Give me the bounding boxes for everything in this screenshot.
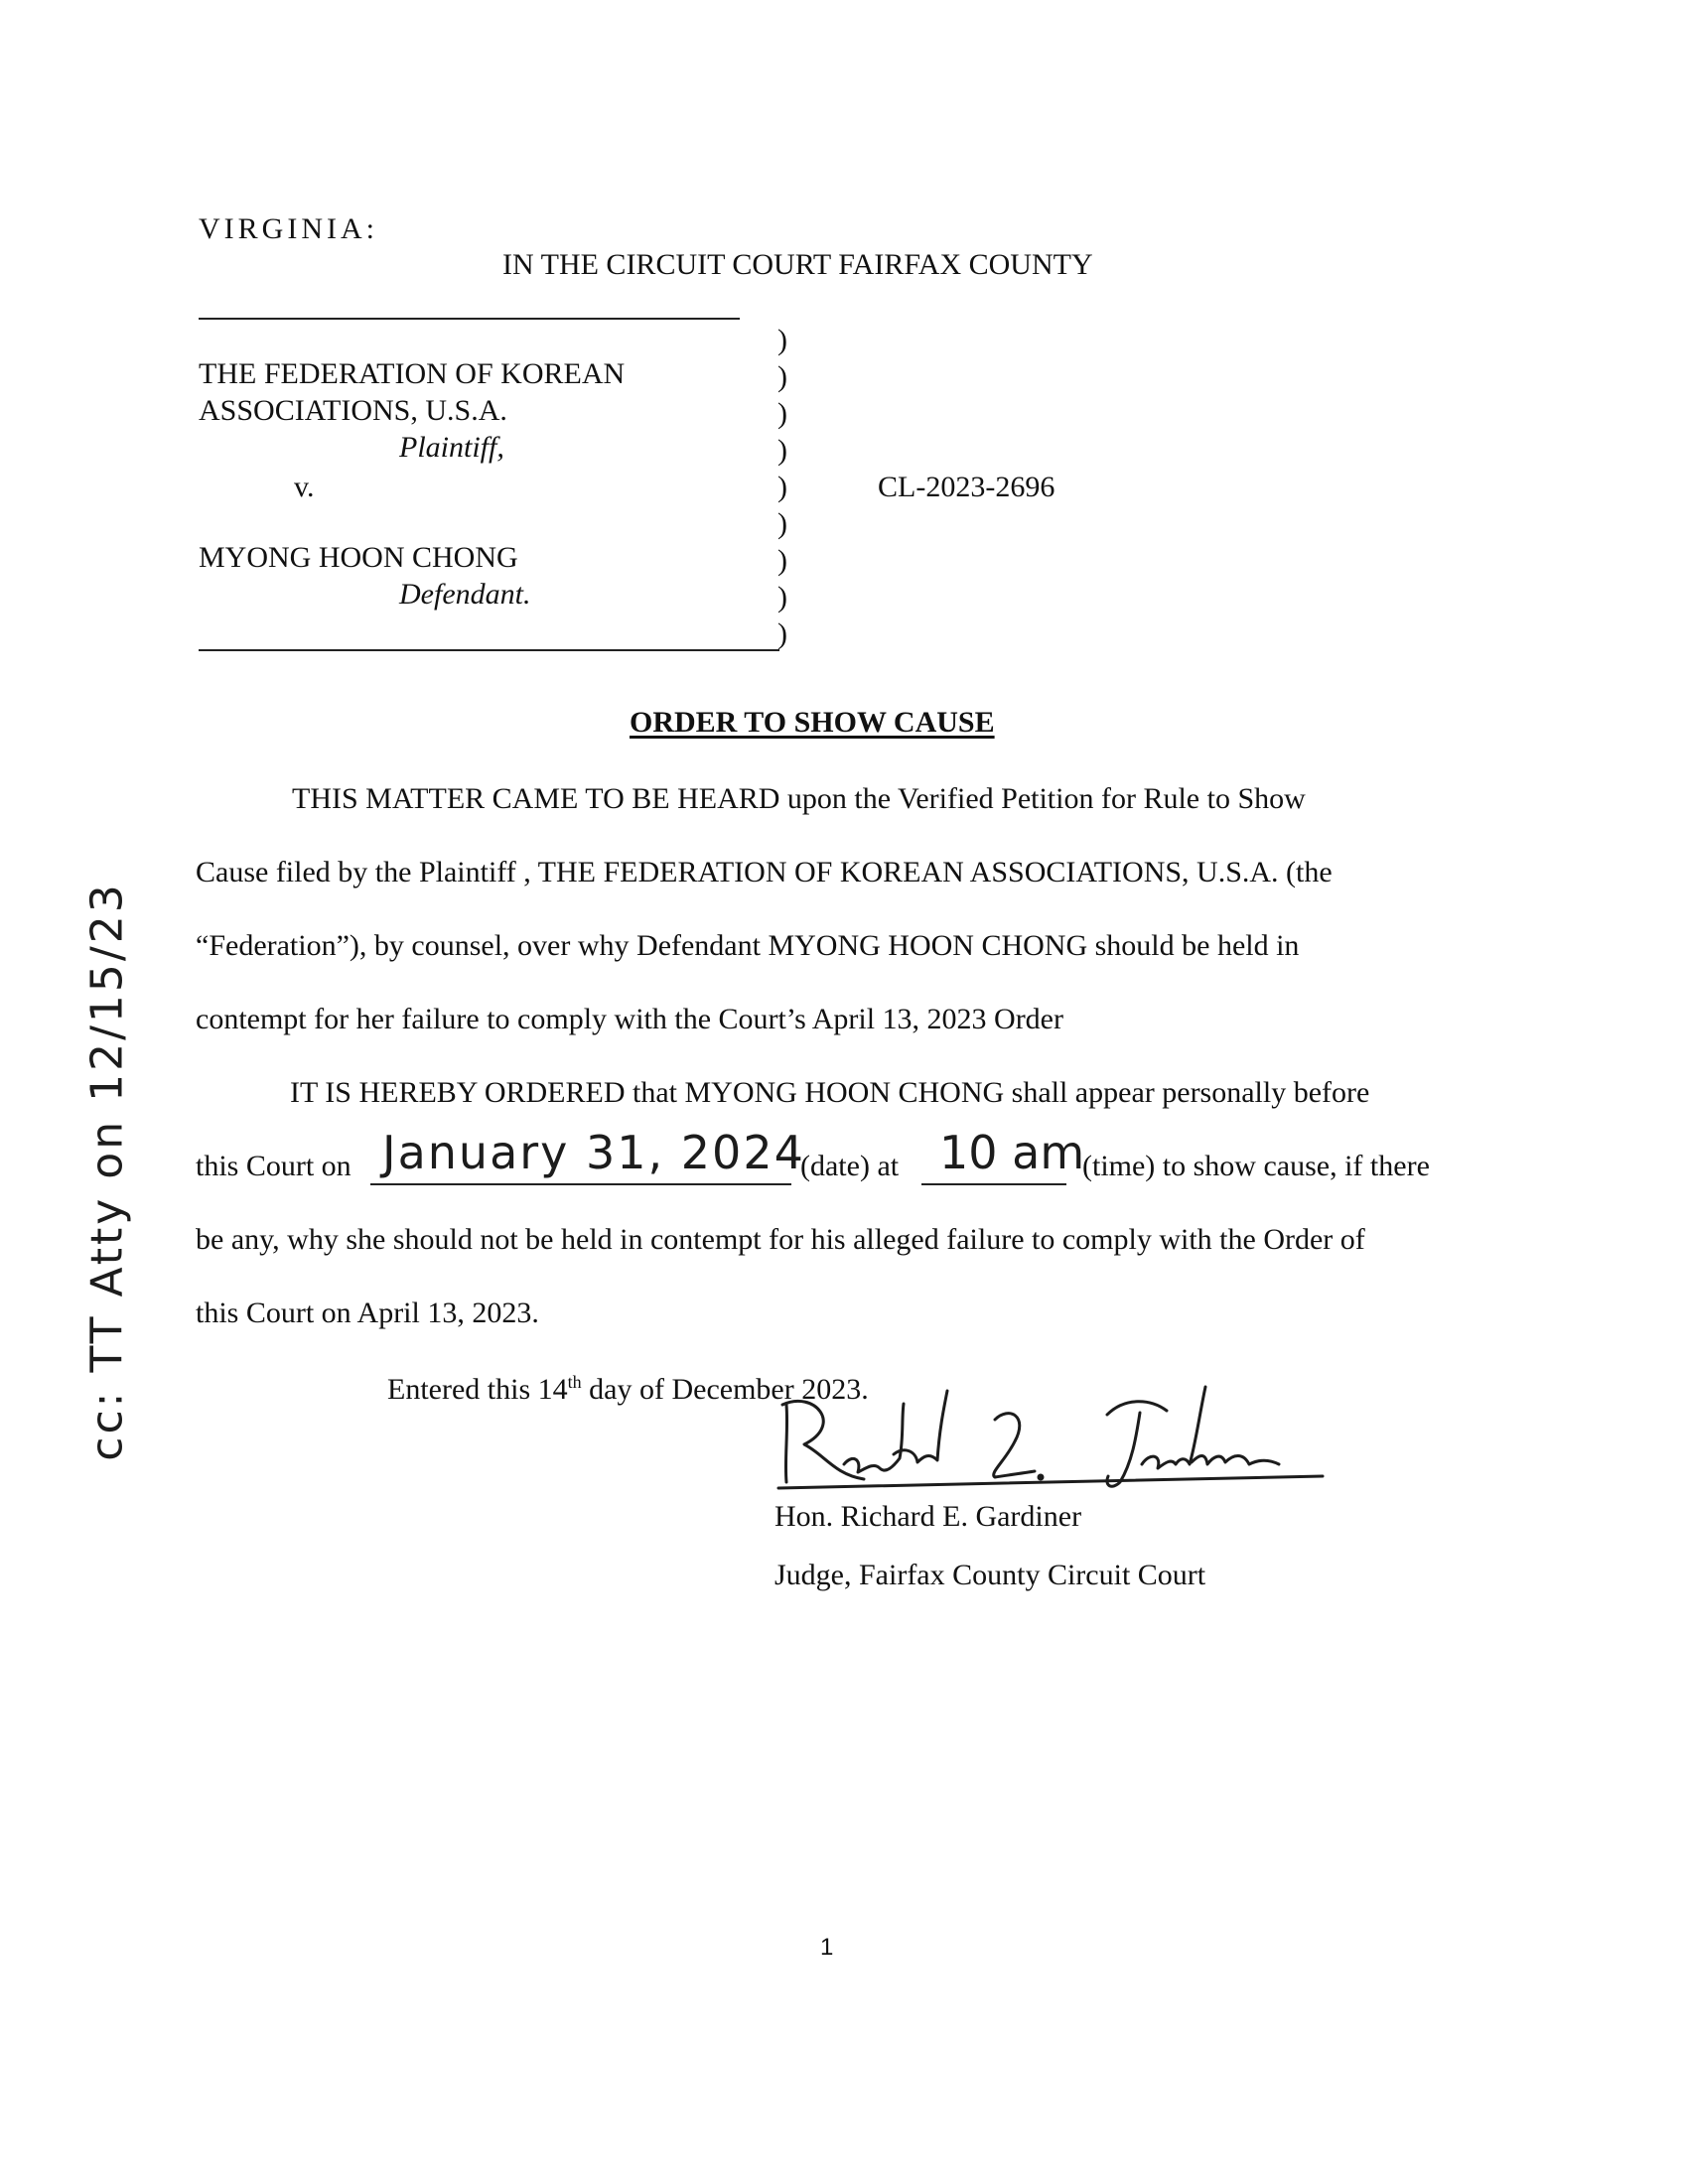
judge-name: Hon. Richard E. Gardiner: [774, 1500, 1082, 1533]
margin-note-text: cc: TT Atty on 12/15/23: [81, 882, 133, 1461]
case-number: CL-2023-2696: [878, 471, 1055, 503]
body-line-4: contempt for her failure to comply with the Court’s April 13, 2023 Order: [196, 1003, 1063, 1035]
entered-suffix: day of December 2023.: [581, 1373, 869, 1406]
plaintiff-name-line1: THE FEDERATION OF KOREAN: [199, 357, 626, 390]
paren-9: ): [777, 617, 787, 650]
judge-title: Judge, Fairfax County Circuit Court: [774, 1559, 1206, 1591]
date-label: (date) at: [800, 1150, 900, 1182]
body-line-8: this Court on April 13, 2023.: [196, 1297, 539, 1329]
caption-top-rule: [199, 318, 740, 320]
plaintiff-role: Plaintiff,: [399, 431, 504, 464]
state-heading: VIRGINIA:: [199, 212, 378, 245]
paren-3: ): [777, 397, 787, 430]
defendant-name: MYONG HOON CHONG: [199, 541, 518, 574]
court-heading: IN THE CIRCUIT COURT FAIRFAX COUNTY: [502, 248, 1093, 281]
body-line-3: “Federation”), by counsel, over why Defendant MYONG HOON CHONG should be held in: [196, 929, 1300, 962]
paren-8: ): [777, 581, 787, 614]
page-number: 1: [820, 1934, 834, 1961]
plaintiff-name-line2: ASSOCIATIONS, U.S.A.: [199, 394, 507, 427]
body-line-1: THIS MATTER CAME TO BE HEARD upon the Verified Petition for Rule to Show: [292, 782, 1306, 815]
entered-ordinal: th: [567, 1372, 582, 1392]
defendant-role: Defendant.: [399, 578, 531, 611]
time-suffix: (time) to show cause, if there: [1082, 1150, 1430, 1182]
caption-bottom-rule: [199, 649, 779, 651]
body-line-7: be any, why she should not be held in contempt for his alleged failure to comply with the Order of: [196, 1223, 1365, 1256]
versus: v.: [294, 471, 315, 503]
paren-6: ): [777, 507, 787, 540]
paren-7: ): [777, 544, 787, 577]
handwritten-time: 10 am: [939, 1126, 1085, 1179]
handwritten-date: January 31, 2024: [382, 1126, 805, 1179]
paren-4: ): [777, 434, 787, 467]
time-blank: [921, 1183, 1066, 1185]
entered-prefix: Entered this 14: [387, 1373, 568, 1406]
date-blank: [370, 1183, 791, 1185]
paren-2: ): [777, 360, 787, 393]
appear-on-label: this Court on: [196, 1150, 352, 1182]
paren-1: ): [777, 324, 787, 356]
judge-signature: [774, 1385, 1340, 1494]
order-title: ORDER TO SHOW CAUSE: [630, 706, 995, 739]
body-line-2: Cause filed by the Plaintiff , THE FEDERATION OF KOREAN ASSOCIATIONS, U.S.A. (the: [196, 856, 1333, 888]
paren-5: ): [777, 471, 787, 503]
body-line-5: IT IS HEREBY ORDERED that MYONG HOON CHONG shall appear personally before: [290, 1076, 1370, 1109]
